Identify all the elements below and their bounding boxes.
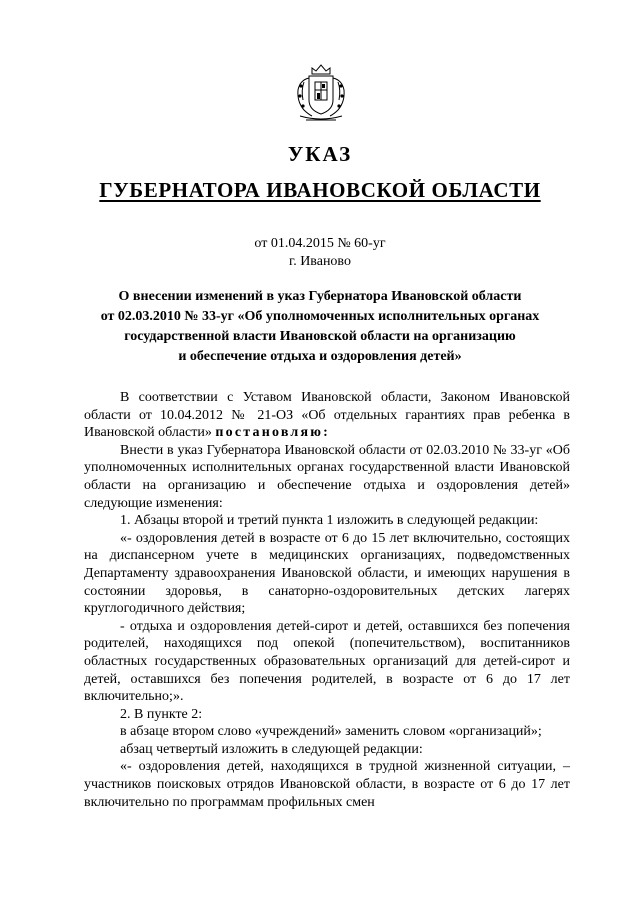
decree-heading [60, 287, 580, 367]
heading-line-3: государственной власти Ивановской области на организацию [124, 329, 516, 344]
paragraph-amend-intro: Внести в указ Губернатора Ивановской области от 02.03.2010 № 33-уг «Об уполномоченных исполнительных органах государственной власти Ивановской области на организацию и обеспечение отдыха и оздоровления детей» следующие изменения: [84, 442, 570, 511]
coat-of-arms-emblem [290, 60, 352, 126]
paragraph-quote-2: - отдыха и оздоровления детей-сирот и детей, оставшихся без попечения родителей, находящихся под опекой (попечительством), воспитанников областных государственных образовательных организаций для детей-сирот и детей, оставшихся без попечения родителей, в возрасте от 6 до 17 лет включительно;». [84, 618, 570, 705]
issuer-title [0, 178, 640, 203]
paragraph-item-1: 1. Абзацы второй и третий пункта 1 изложить в следующей редакции: [120, 513, 539, 529]
document-type-title: УКАЗ [287, 142, 353, 166]
decree-date-number: от 01.04.2015 № 60-уг [254, 236, 386, 251]
heading-line-4: и обеспечение отдыха и оздоровления детей» [178, 349, 462, 364]
decree-body [84, 389, 570, 811]
paragraph-quote-1: «- оздоровления детей в возрасте от 6 до 15 лет включительно, состоящих на диспансерном учете в медицинских организациях, подведомственных Департаменту здравоохранения Ивановской области, и имеющих нарушения в состоянии здоровья, в санаторно-оздоровительных детских лагерях круглогодичного действия; [84, 530, 570, 617]
heading-line-2: от 02.03.2010 № 33-уг «Об уполномоченных исполнительных органах [100, 309, 540, 324]
paragraph-preamble [84, 389, 570, 442]
heading-line-1: О внесении изменений в указ Губернатора Ивановской области [118, 289, 522, 304]
decree-city: г. Иваново [289, 254, 351, 269]
decree-word: постановляю: [215, 425, 330, 441]
paragraph-item-2-a: в абзаце втором слово «учреждений» заменить словом «организаций»; [120, 724, 542, 740]
paragraph-quote-3: «- оздоровления детей, находящихся в трудной жизненной ситуации, – участников поисковых отрядов Ивановской области, в возрасте от 6 до 17 лет включительно по программам профильных смен [84, 759, 570, 810]
paragraph-item-2-b: абзац четвертый изложить в следующей редакции: [120, 741, 423, 757]
paragraph-item-2: 2. В пункте 2: [120, 706, 203, 722]
issuer-title-text: ГУБЕРНАТОРА ИВАНОВСКОЙ ОБЛАСТИ [99, 178, 541, 202]
preamble-text: В соответствии с Уставом Ивановской области, Законом Ивановской области от 10.04.2012 № 21-ОЗ «Об отдельных гарантиях прав ребенка в Ивановской области» [84, 390, 570, 441]
